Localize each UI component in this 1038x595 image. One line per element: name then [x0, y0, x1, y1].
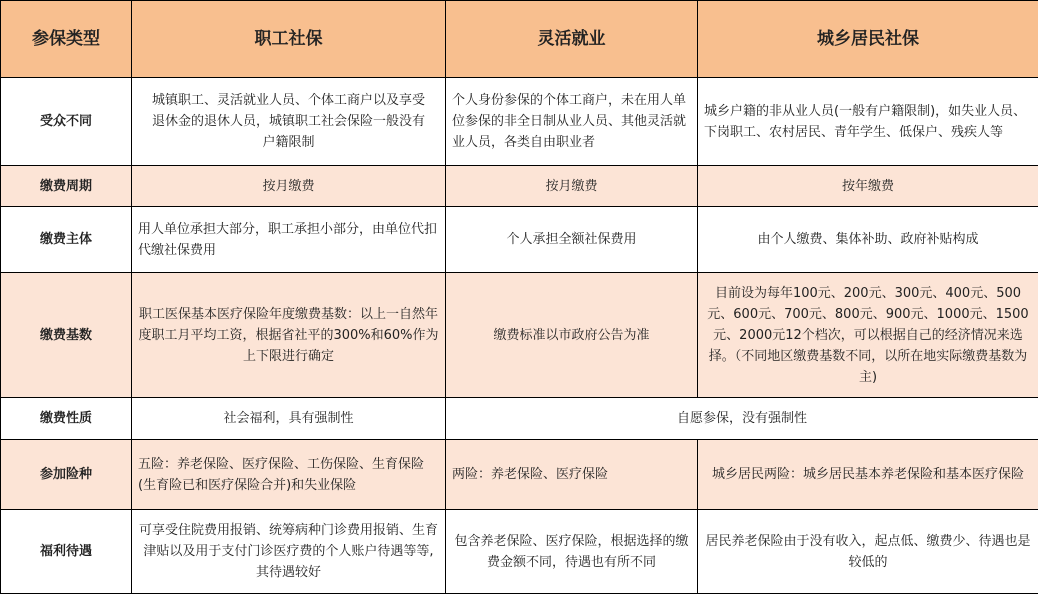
- table-row: [1, 207, 1038, 273]
- row-label: 缴费周期: [1, 166, 132, 207]
- header-resident: 城乡居民社保: [698, 1, 1038, 78]
- table-row: [1, 273, 1038, 398]
- table-row: [1, 166, 1038, 207]
- table-cell: 城乡户籍的非从业人员(一般有户籍限制)，如失业人员、下岗职工、农村居民、青年学生、低保户、残疾人等: [698, 78, 1038, 166]
- table-row: [1, 398, 1038, 440]
- row-label: 缴费性质: [1, 398, 132, 440]
- table-cell: 两险：养老保险、医疗保险: [446, 440, 698, 510]
- table-cell: 城乡居民两险：城乡居民基本养老保险和基本医疗保险: [698, 440, 1038, 510]
- row-label: 缴费主体: [1, 207, 132, 273]
- row-label: 参加险种: [1, 440, 132, 510]
- table-cell: 用人单位承担大部分，职工承担小部分，由单位代扣代缴社保费用: [132, 207, 446, 273]
- table-cell: 按年缴费: [698, 166, 1038, 207]
- table-cell: 城镇职工、灵活就业人员、个体工商户以及享受退休金的退休人员，城镇职工社会保险一般没有户籍限制: [132, 78, 446, 166]
- table-cell: 包含养老保险、医疗保险，根据选择的缴费金额不同，待遇也有所不同: [446, 510, 698, 594]
- table-cell: 按月缴费: [132, 166, 446, 207]
- table-cell: 个人身份参保的个体工商户，未在用人单位参保的非全日制从业人员、其他灵活就业人员，各类自由职业者: [446, 78, 698, 166]
- header-employee: 职工社保: [132, 1, 446, 78]
- table-cell: 按月缴费: [446, 166, 698, 207]
- row-label: 福利待遇: [1, 510, 132, 594]
- row-label: 缴费基数: [1, 273, 132, 398]
- table-cell: 由个人缴费、集体补助、政府补贴构成: [698, 207, 1038, 273]
- table-cell: 自愿参保，没有强制性: [446, 398, 1038, 440]
- table-cell: 社会福利，具有强制性: [132, 398, 446, 440]
- table-cell: 可享受住院费用报销、统筹病种门诊费用报销、生育津贴以及用于支付门诊医疗费的个人账户待遇等等,其待遇较好: [132, 510, 446, 594]
- table-cell: 五险：养老保险、医疗保险、工伤保险、生育保险(生育险已和医疗保险合并)和失业保险: [132, 440, 446, 510]
- row-label: 受众不同: [1, 78, 132, 166]
- header-row: [1, 1, 1038, 78]
- table-cell: 缴费标准以市政府公告为准: [446, 273, 698, 398]
- table-row: [1, 510, 1038, 594]
- header-flexible: 灵活就业: [446, 1, 698, 78]
- table-cell: 职工医保基本医疗保险年度缴费基数：以上一自然年度职工月平均工资，根据省社平的300%和60%作为上下限进行确定: [132, 273, 446, 398]
- table-cell: 目前设为每年100元、200元、300元、400元、500元、600元、700元、800元、900元、1000元、1500元、2000元12个档次，可以根据自己的经济情况来选择。（不同地区缴费基数不同，以所在地实际缴费基数为主): [698, 273, 1038, 398]
- table-row: [1, 440, 1038, 510]
- header-type: 参保类型: [1, 1, 132, 78]
- table-row: [1, 78, 1038, 166]
- table-cell: 居民养老保险由于没有收入，起点低、缴费少、待遇也是较低的: [698, 510, 1038, 594]
- table-cell: 个人承担全额社保费用: [446, 207, 698, 273]
